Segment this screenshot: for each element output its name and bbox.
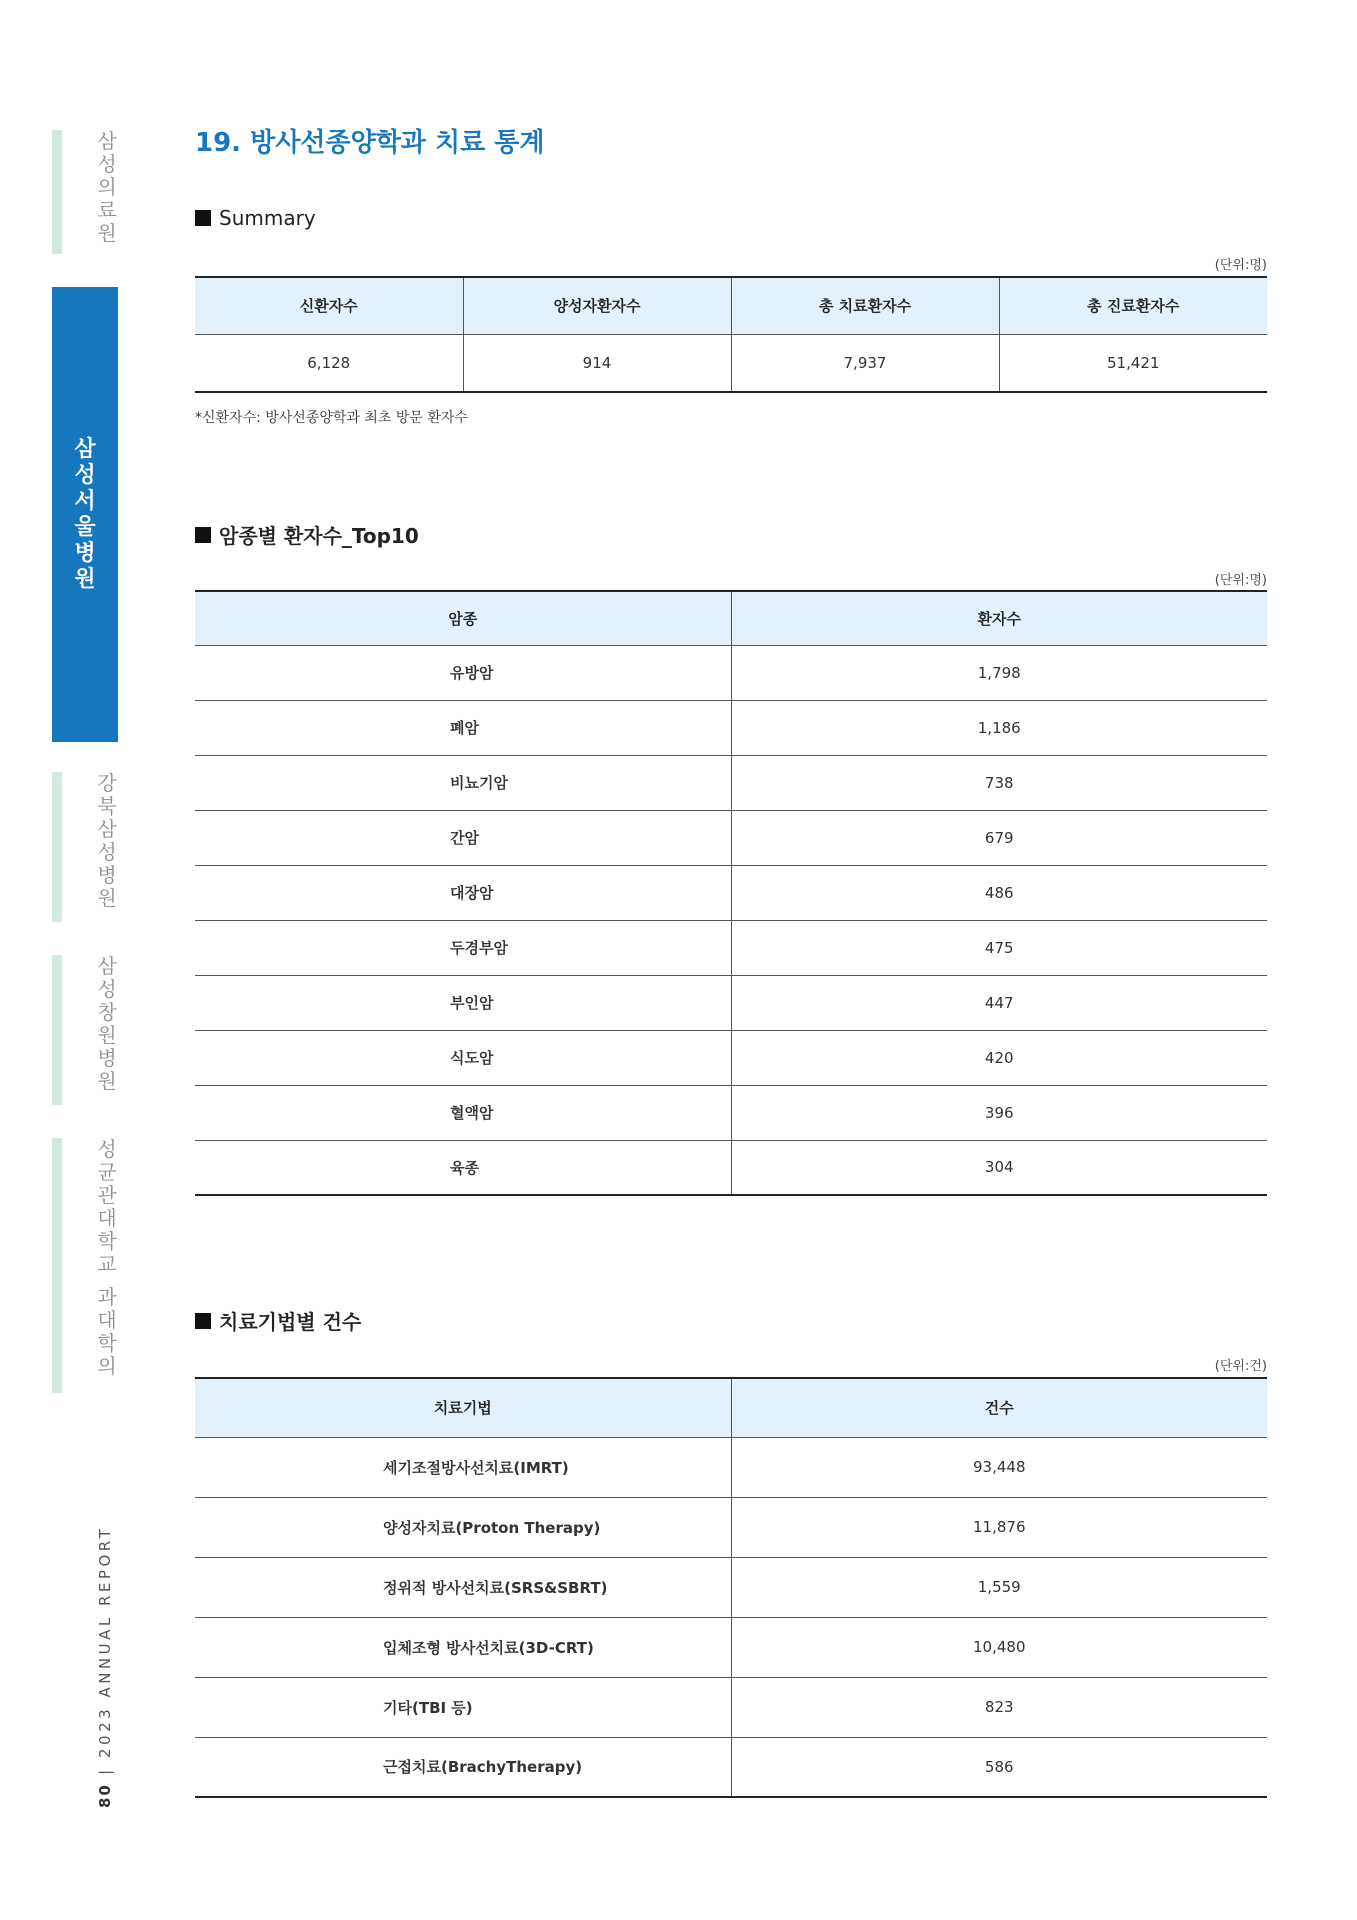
summary-heading-text: Summary bbox=[219, 206, 316, 230]
separator: | bbox=[96, 1766, 114, 1775]
count-cell: 447 bbox=[731, 975, 1267, 1030]
sidebar-tab-samsung-seoul-hospital[interactable] bbox=[52, 287, 118, 742]
table-header-row bbox=[195, 1378, 1267, 1437]
table-header-row bbox=[195, 277, 1267, 334]
value-cell: 6,128 bbox=[307, 353, 351, 372]
cancer-name-cell: 식도암 bbox=[195, 1030, 731, 1085]
count-cell: 1,798 bbox=[731, 645, 1267, 700]
cancer-name-cell: 폐암 bbox=[195, 700, 731, 755]
header-cell: 환자수 bbox=[731, 591, 1267, 645]
table-row bbox=[195, 1497, 1267, 1557]
unit-label: (단위:명) bbox=[1214, 258, 1267, 273]
table-row bbox=[195, 645, 1267, 700]
technique-name-cell: 기타(TBI 등) bbox=[195, 1677, 731, 1737]
header-cell: 건수 bbox=[731, 1378, 1267, 1437]
page-number: 80 bbox=[96, 1783, 114, 1808]
count-cell: 93,448 bbox=[731, 1437, 1267, 1497]
table-header-row bbox=[195, 591, 1267, 645]
count-cell: 304 bbox=[731, 1140, 1267, 1195]
cancer-name-cell: 유방암 bbox=[195, 645, 731, 700]
sidebar-tab-kangbuk-samsung-hospital[interactable] bbox=[52, 772, 118, 922]
count-cell: 486 bbox=[731, 865, 1267, 920]
cancer-table bbox=[195, 590, 1267, 1196]
header-cell: 양성자환자수 bbox=[463, 277, 731, 334]
header-cell: 신환자수 bbox=[195, 277, 463, 334]
cancer-name-cell: 간암 bbox=[195, 810, 731, 865]
value-cell: 914 bbox=[463, 334, 731, 392]
square-bullet-icon bbox=[195, 210, 211, 226]
cancer-name-cell: 대장암 bbox=[195, 865, 731, 920]
sidebar-tab-label: 성 균 관 대 학 교 과 대 학 의 bbox=[97, 1137, 117, 1378]
cancer-name-cell: 비뇨기암 bbox=[195, 755, 731, 810]
sidebar-tab-samsung-medical-center[interactable] bbox=[52, 130, 118, 254]
header-cell: 총 진료환자수 bbox=[999, 277, 1267, 334]
count-cell: 475 bbox=[731, 920, 1267, 975]
sidebar-tab-label: 삼 성 창 원 병 원 bbox=[97, 954, 117, 1093]
table-row bbox=[195, 1437, 1267, 1497]
report-page-label bbox=[96, 1526, 114, 1808]
value-cell: 51,421 bbox=[999, 334, 1267, 392]
report-name: 2023 ANNUAL REPORT bbox=[96, 1525, 114, 1758]
sidebar-tab-label: 삼 성 서 울 병 원 bbox=[74, 437, 96, 592]
count-cell: 396 bbox=[731, 1085, 1267, 1140]
table-row bbox=[195, 810, 1267, 865]
table-row bbox=[195, 1140, 1267, 1195]
table-row bbox=[195, 975, 1267, 1030]
cancer-heading bbox=[195, 520, 419, 549]
header-cell: 암종 bbox=[195, 591, 731, 645]
tab-indicator-bar bbox=[52, 955, 62, 1105]
table-row bbox=[195, 1737, 1267, 1797]
tab-indicator-bar bbox=[52, 1138, 62, 1393]
count-cell: 823 bbox=[731, 1677, 1267, 1737]
square-bullet-icon bbox=[195, 1313, 211, 1329]
unit-label: (단위:명) bbox=[1214, 573, 1267, 588]
technique-name-cell: 입체조형 방사선치료(3D-CRT) bbox=[195, 1617, 731, 1677]
technique-heading-text: 치료기법별 건수 bbox=[219, 1310, 362, 1334]
sidebar-tab-skku-medicine[interactable] bbox=[52, 1138, 118, 1393]
table-row bbox=[195, 755, 1267, 810]
tab-indicator-bar bbox=[52, 772, 62, 922]
table-row bbox=[195, 700, 1267, 755]
cancer-heading-text: 암종별 환자수_Top10 bbox=[219, 524, 419, 548]
table-row bbox=[195, 1085, 1267, 1140]
header-cell: 총 치료환자수 bbox=[731, 277, 999, 334]
sidebar-tab-samsung-changwon-hospital[interactable] bbox=[52, 955, 118, 1105]
technique-table bbox=[195, 1377, 1267, 1798]
sidebar-tab-label: 삼 성 의 료 원 bbox=[97, 129, 117, 245]
table-row bbox=[195, 865, 1267, 920]
table-row bbox=[195, 1617, 1267, 1677]
count-cell: 586 bbox=[731, 1737, 1267, 1797]
technique-name-cell: 세기조절방사선치료(IMRT) bbox=[195, 1437, 731, 1497]
count-cell: 420 bbox=[731, 1030, 1267, 1085]
sidebar-tab-label: 강 북 삼 성 병 원 bbox=[97, 771, 117, 910]
count-cell: 679 bbox=[731, 810, 1267, 865]
table-row bbox=[195, 334, 1267, 392]
summary-heading bbox=[195, 206, 316, 230]
table-row bbox=[195, 920, 1267, 975]
count-cell: 738 bbox=[731, 755, 1267, 810]
technique-name-cell: 양성자치료(Proton Therapy) bbox=[195, 1497, 731, 1557]
cancer-name-cell: 두경부암 bbox=[195, 920, 731, 975]
table-row bbox=[195, 1557, 1267, 1617]
cancer-name-cell: 부인암 bbox=[195, 975, 731, 1030]
header-cell: 치료기법 bbox=[195, 1378, 731, 1437]
table-row bbox=[195, 1677, 1267, 1737]
cancer-name-cell: 혈액암 bbox=[195, 1085, 731, 1140]
technique-name-cell: 근접치료(BrachyTherapy) bbox=[383, 1758, 583, 1777]
value-cell: 7,937 bbox=[731, 334, 999, 392]
technique-name-cell: 정위적 방사선치료(SRS&SBRT) bbox=[195, 1557, 731, 1617]
unit-label: (단위:건) bbox=[1214, 1359, 1267, 1374]
count-cell: 10,480 bbox=[731, 1617, 1267, 1677]
cancer-name-cell: 육종 bbox=[450, 1158, 479, 1177]
count-cell: 1,559 bbox=[731, 1557, 1267, 1617]
table-row bbox=[195, 1030, 1267, 1085]
footnote: *신환자수: 방사선종양학과 최초 방문 환자수 bbox=[195, 410, 468, 426]
tab-indicator-bar bbox=[52, 130, 62, 254]
technique-heading bbox=[195, 1306, 361, 1335]
count-cell: 11,876 bbox=[731, 1497, 1267, 1557]
square-bullet-icon bbox=[195, 527, 211, 543]
count-cell: 1,186 bbox=[731, 700, 1267, 755]
page-title: 19. 방사선종양학과 치료 통계 bbox=[195, 128, 545, 158]
summary-table bbox=[195, 276, 1267, 393]
